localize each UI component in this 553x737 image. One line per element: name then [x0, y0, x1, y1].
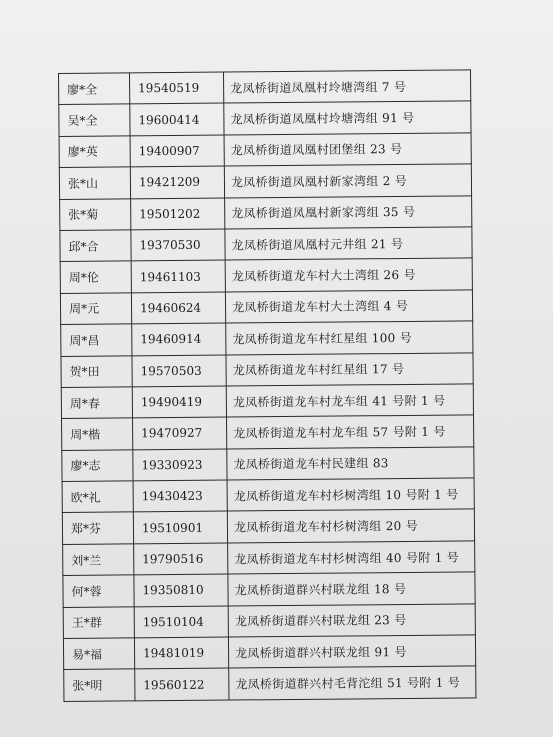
table-row	[62, 509, 474, 544]
table-row	[59, 101, 471, 136]
name-cell: 周*元	[60, 293, 131, 325]
table-row	[63, 541, 475, 576]
name-cell: 周*楷	[62, 418, 133, 450]
name-cell: 王*群	[63, 606, 134, 638]
address-cell: 龙凤桥街道龙车村龙车组 57 号附 1 号	[227, 415, 474, 449]
address-cell: 龙凤桥街道龙车村杉树湾组 10 号附 1 号	[227, 478, 474, 512]
name-cell: 周*春	[61, 387, 132, 419]
table-row	[64, 666, 476, 701]
dob-cell: 19421209	[130, 166, 224, 198]
address-cell: 龙凤桥街道龙车村杉树湾组 20 号	[227, 509, 474, 543]
address-cell: 龙凤桥街道龙车村红星组 100 号	[226, 321, 473, 355]
address-cell: 龙凤桥街道群兴村联龙组 18 号	[228, 572, 475, 606]
dob-cell: 19330923	[133, 449, 227, 481]
address-cell: 龙凤桥街道龙车村龙车组 41 号附 1 号	[226, 384, 473, 418]
name-cell: 张*山	[59, 167, 130, 199]
name-cell: 邱*合	[60, 230, 131, 262]
table-row	[61, 352, 473, 387]
name-cell: 贺*田	[61, 355, 132, 387]
table-row	[63, 604, 475, 639]
dob-cell: 19481019	[134, 637, 228, 669]
name-cell: 刘*兰	[63, 544, 134, 576]
table-row	[59, 164, 471, 199]
name-cell: 郑*芬	[62, 512, 133, 544]
address-cell: 龙凤桥街道凤凰村团堡组 23 号	[224, 133, 471, 167]
address-cell: 龙凤桥街道群兴村联龙组 91 号	[228, 635, 475, 669]
dob-cell: 19400907	[130, 135, 224, 167]
name-cell: 周*昌	[61, 324, 132, 356]
address-cell: 龙凤桥街道凤凰村新家湾组 2 号	[224, 164, 471, 198]
name-cell: 欧*礼	[62, 481, 133, 513]
address-cell: 龙凤桥街道龙车村大土湾组 26 号	[225, 258, 472, 292]
dob-cell: 19350810	[134, 574, 228, 606]
records-table	[58, 69, 476, 701]
name-cell: 周*伦	[60, 261, 131, 293]
dob-cell: 19460914	[132, 323, 226, 355]
table-row	[60, 258, 472, 293]
dob-cell: 19540519	[130, 72, 224, 104]
table-row	[63, 572, 475, 607]
name-cell: 易*福	[63, 638, 134, 670]
dob-cell: 19470927	[133, 417, 227, 449]
records-table-wrapper	[58, 69, 476, 701]
dob-cell: 19600414	[130, 103, 224, 135]
table-row	[62, 478, 474, 513]
name-cell: 张*明	[64, 669, 135, 701]
table-row	[60, 227, 472, 262]
records-table-body	[59, 70, 476, 701]
table-row	[62, 415, 474, 450]
table-row	[59, 133, 471, 168]
address-cell: 龙凤桥街道凤凰村元井组 21 号	[225, 227, 472, 261]
name-cell: 廖*英	[59, 136, 130, 168]
dob-cell: 19560122	[135, 668, 229, 700]
address-cell: 龙凤桥街道龙车村大土湾组 4 号	[225, 290, 472, 324]
address-cell: 龙凤桥街道龙车村民建组 83	[227, 447, 474, 481]
table-row	[60, 195, 472, 230]
name-cell: 何*蓉	[63, 575, 134, 607]
name-cell: 廖*志	[62, 450, 133, 482]
address-cell: 龙凤桥街道群兴村联龙组 23 号	[228, 604, 475, 638]
dob-cell: 19430423	[133, 480, 227, 512]
table-row	[61, 384, 473, 419]
name-cell: 吴*全	[59, 104, 130, 136]
table-row	[63, 635, 475, 670]
name-cell: 廖*全	[59, 73, 130, 105]
address-cell: 龙凤桥街道龙车村杉树湾组 40 号附 1 号	[228, 541, 475, 575]
dob-cell: 19460624	[131, 292, 225, 324]
table-row	[61, 321, 473, 356]
dob-cell: 19510104	[134, 606, 228, 638]
address-cell: 龙凤桥街道凤凰村新家湾组 35 号	[225, 195, 472, 229]
table-row	[62, 447, 474, 482]
address-cell: 龙凤桥街道凤凰村坽塘湾组 91 号	[224, 101, 471, 135]
dob-cell: 19510901	[133, 512, 227, 544]
dob-cell: 19490419	[132, 386, 226, 418]
address-cell: 龙凤桥街道龙车村红星组 17 号	[226, 352, 473, 386]
dob-cell: 19570503	[132, 355, 226, 387]
table-row	[60, 290, 472, 325]
dob-cell: 19790516	[134, 543, 228, 575]
table-row	[59, 70, 471, 105]
dob-cell: 19461103	[131, 260, 225, 292]
dob-cell: 19501202	[131, 198, 225, 230]
address-cell: 龙凤桥街道群兴村毛背沱组 51 号附 1 号	[229, 666, 476, 700]
name-cell: 张*菊	[60, 198, 131, 230]
dob-cell: 19370530	[131, 229, 225, 261]
address-cell: 龙凤桥街道凤凰村坽塘湾组 7 号	[223, 70, 470, 104]
